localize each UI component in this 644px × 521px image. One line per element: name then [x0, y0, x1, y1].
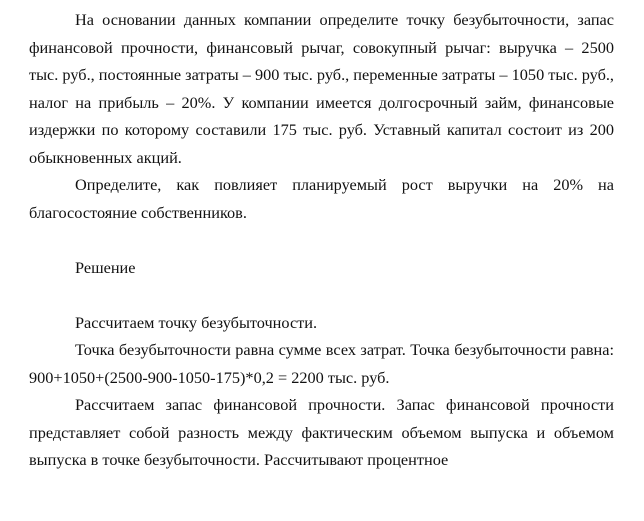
solution-heading: Решение [75, 257, 136, 277]
blank-line [29, 281, 614, 309]
step1-body: Точка безубыточности равна сумме всех затрат. Точка безубыточности равна: 900+1050+(2500-900-1050-175)*0,2 = 2200 тыс. руб. [29, 340, 614, 387]
blank-line [29, 226, 614, 254]
step2-body: Рассчитаем запас финансовой прочности. Запас финансовой прочности представляет собой разность между фактическим объемом выпуска и объемом выпуска в точке безубыточности. Рассчитывают процентное [29, 395, 614, 469]
question-paragraph: Определите, как повлияет планируемый рост выручки на 20% на благосостояние собственников. [29, 175, 614, 222]
task-paragraph: На основании данных компании определите точку безубыточности, запас финансовой прочности, финансовый рычаг, совокупный рычаг: выручка – 2500 тыс. руб., постоянные затраты – 900 тыс. руб., переменные затраты – 1050 тыс. руб., налог на прибыль – 20%. У компании имеется долгосрочный займ, финансовые издержки по которому составили 175 тыс. руб. Уставный капитал состоит из 200 обыкновенных акций. [29, 10, 614, 167]
step1-title: Рассчитаем точку безубыточности. [75, 312, 318, 332]
